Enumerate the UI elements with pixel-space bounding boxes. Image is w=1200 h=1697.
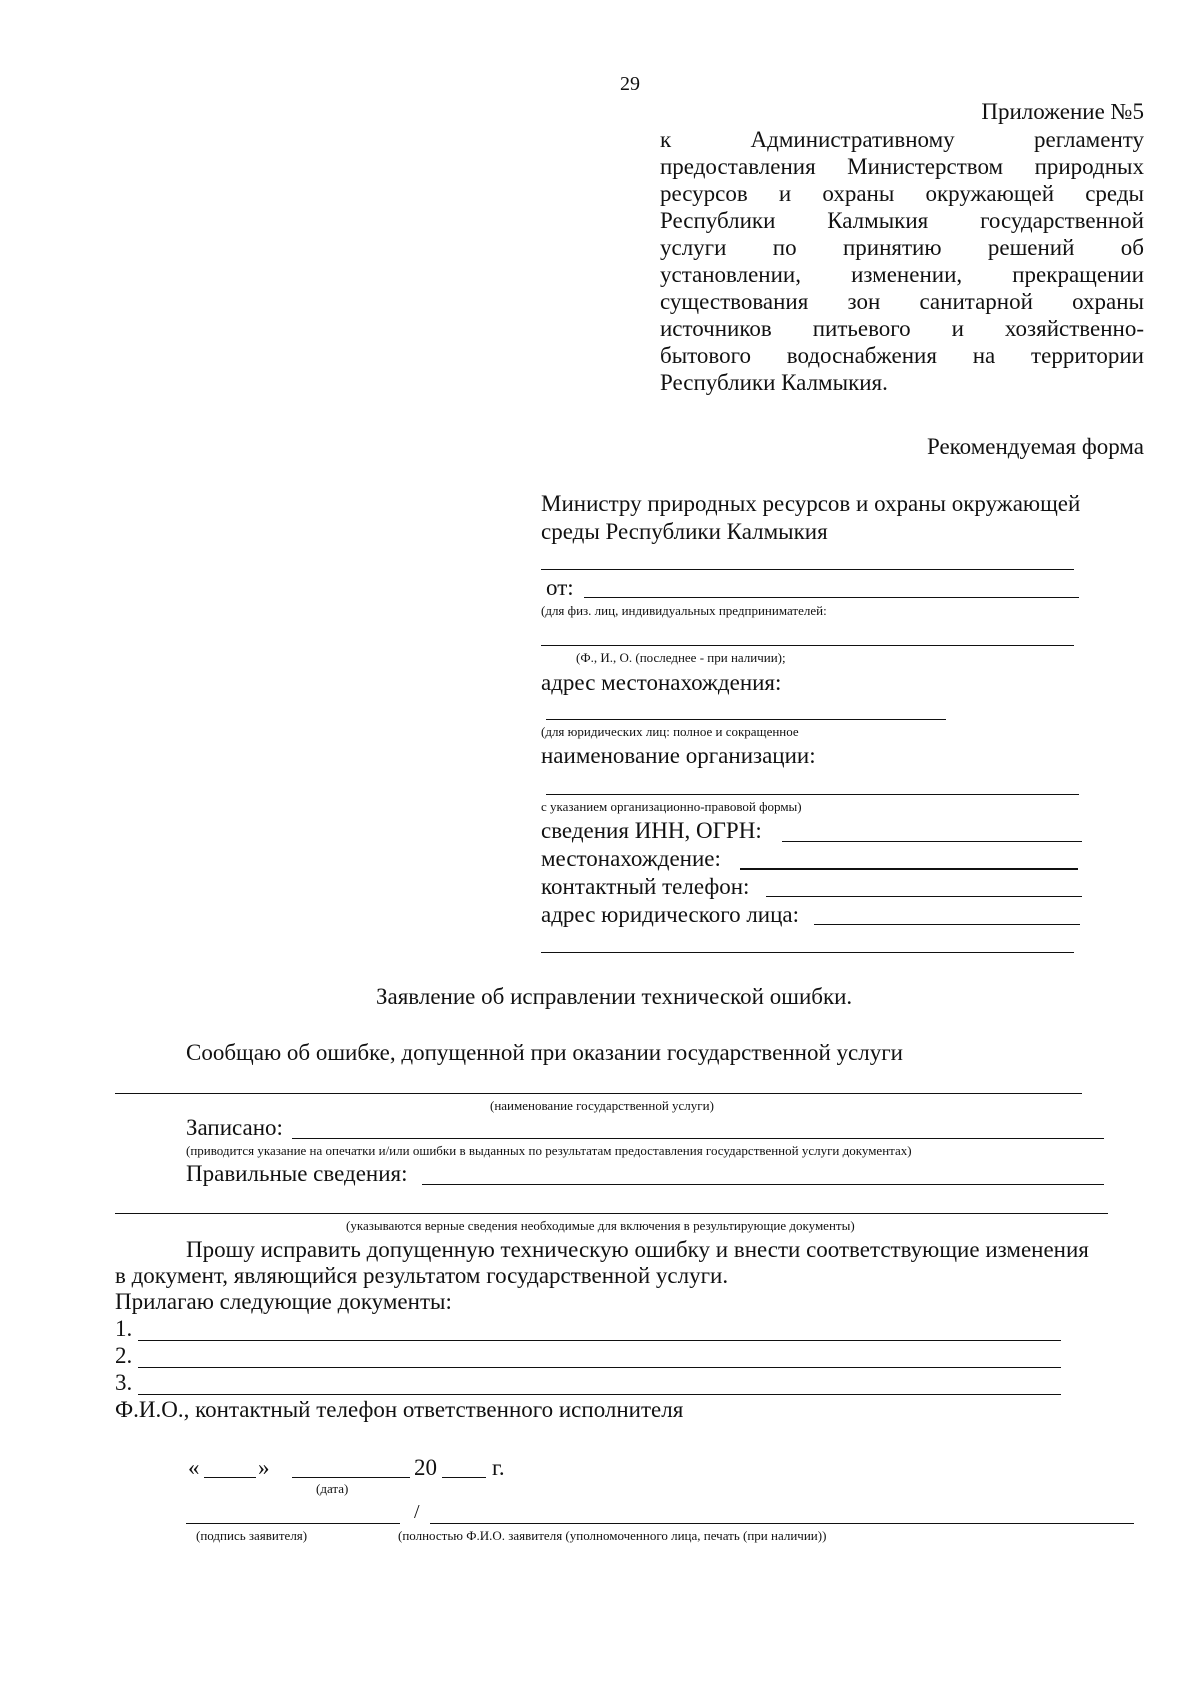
signature-slash: / <box>414 1501 420 1523</box>
inn-field-line[interactable] <box>782 841 1082 842</box>
inn-label: сведения ИНН, ОГРН: <box>541 818 762 843</box>
fio-field-line[interactable] <box>541 645 1074 646</box>
appendix-line: предоставления Министерством природных <box>660 154 1144 179</box>
date-year-suffix: г. <box>492 1455 505 1480</box>
responsible-label: Ф.И.О., контактный телефон ответственного исполнителя <box>115 1397 684 1422</box>
org-name-label: наименование организации: <box>541 743 816 768</box>
note-correct: (указываются верные сведения необходимые для включения в результирующие документы) <box>346 1218 855 1233</box>
legal-address-extra-line[interactable] <box>541 952 1074 953</box>
from-label: от: <box>546 575 574 600</box>
phone-field-line[interactable] <box>766 896 1082 897</box>
appendix-line: ресурсов и охраны окружающей среды <box>660 181 1144 206</box>
request-line: Прошу исправить допущенную техническую ошибку и внести соответствующие изменения <box>186 1237 1089 1262</box>
appendix-title: Приложение №5 <box>981 99 1144 124</box>
statement-title: Заявление об исправлении технической ошибки. <box>376 984 853 1009</box>
attach-label: Прилагаю следующие документы: <box>115 1289 452 1314</box>
date-quote-close: » <box>258 1455 270 1480</box>
location-field-line[interactable] <box>740 868 1078 870</box>
appendix-line: источников питьевого и хозяйственно- <box>660 316 1144 341</box>
appendix-line: услуги по принятию решений об <box>660 235 1144 260</box>
address-field-line[interactable] <box>546 719 946 720</box>
note-written: (приводится указание на опечатки и/или ошибки в выданных по результатам предоставления государственной услуги документах) <box>186 1143 912 1158</box>
note-legal: (для юридических лиц: полное и сокращенное <box>541 724 799 739</box>
attachment-number: 1. <box>115 1316 133 1341</box>
date-month-line[interactable] <box>292 1477 410 1478</box>
attachment-field-line[interactable] <box>138 1340 1061 1341</box>
org-name-field-line[interactable] <box>546 794 1079 795</box>
statement-intro: Сообщаю об ошибке, допущенной при оказании государственной услуги <box>186 1040 903 1065</box>
date-note: (дата) <box>316 1481 349 1496</box>
appendix-line: существования зон санитарной охраны <box>660 289 1144 314</box>
legal-address-label: адрес юридического лица: <box>541 902 800 927</box>
correct-label: Правильные сведения: <box>186 1161 408 1186</box>
page-number: 29 <box>620 73 640 95</box>
date-year-line[interactable] <box>442 1477 486 1478</box>
note-individual: (для физ. лиц, индивидуальных предпринимателей: <box>541 603 827 618</box>
note-service-name: (наименование государственной услуги) <box>490 1098 714 1113</box>
addressee-line: Министру природных ресурсов и охраны окружающей <box>541 491 1081 516</box>
legal-address-field-line[interactable] <box>814 924 1080 925</box>
service-name-field-line[interactable] <box>115 1093 1082 1094</box>
appendix-line: к Административному регламенту <box>660 127 1144 152</box>
correct-extra-line[interactable] <box>115 1213 1108 1214</box>
appendix-line: бытового водоснабжения на территории <box>660 343 1144 368</box>
note-fio: (Ф., И., О. (последнее - при наличии); <box>576 650 786 665</box>
signature-note: (подпись заявителя) <box>196 1528 308 1543</box>
appendix-line: установлении, изменении, прекращении <box>660 262 1144 287</box>
written-field-line[interactable] <box>292 1138 1104 1139</box>
fullname-note: (полностью Ф.И.О. заявителя (уполномоченного лица, печать (при наличии)) <box>398 1528 827 1543</box>
attachment-number: 3. <box>115 1370 133 1395</box>
from-field-line[interactable] <box>584 597 1079 598</box>
address-label: адрес местонахождения: <box>541 670 782 695</box>
note-org-form: с указанием организационно-правовой формы) <box>541 799 802 814</box>
attachment-number: 2. <box>115 1343 133 1368</box>
recommended-form-label: Рекомендуемая форма <box>926 434 1144 459</box>
written-label: Записано: <box>186 1115 283 1140</box>
date-year-prefix: 20 <box>414 1455 437 1480</box>
fullname-line[interactable] <box>430 1523 1134 1524</box>
blank-line[interactable] <box>541 569 1074 570</box>
appendix-line: Республики Калмыкия. <box>660 370 888 395</box>
signature-line[interactable] <box>186 1523 400 1524</box>
phone-label: контактный телефон: <box>541 874 750 899</box>
appendix-line: Республики Калмыкия государственной <box>660 208 1144 233</box>
attachment-field-line[interactable] <box>138 1394 1061 1395</box>
request-line: в документ, являющийся результатом государственной услуги. <box>115 1263 729 1288</box>
location-label: местонахождение: <box>541 846 721 871</box>
correct-field-line[interactable] <box>422 1184 1104 1185</box>
date-quote-open: « <box>188 1455 200 1480</box>
date-day-line[interactable] <box>204 1477 256 1478</box>
addressee-line: среды Республики Калмыкия <box>541 519 828 544</box>
attachment-field-line[interactable] <box>138 1367 1061 1368</box>
